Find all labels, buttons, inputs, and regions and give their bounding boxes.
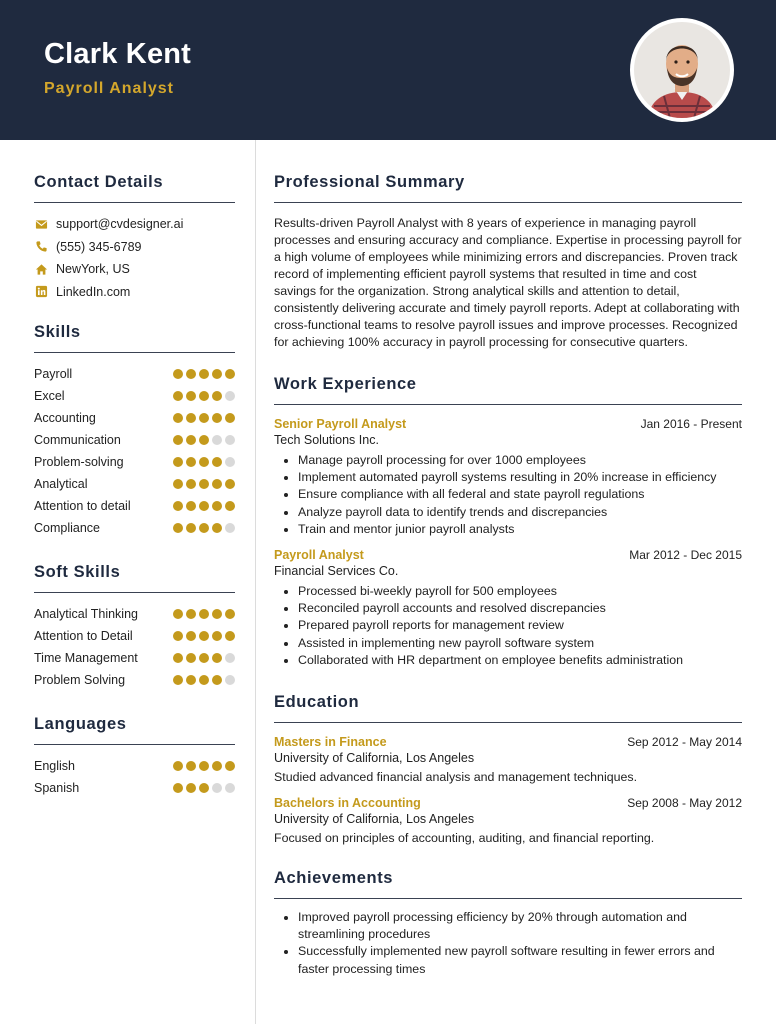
rating-dot-filled [173,675,183,685]
rating-dot-filled [173,391,183,401]
skill-item [34,495,235,517]
languages-heading: Languages [34,715,235,745]
rating-dot-filled [225,609,235,619]
job-bullet: • Reconciled payroll accounts and resolved discrepancies [298,600,742,617]
experience-section [274,375,742,669]
rating-dot-filled [199,413,209,423]
rating-dot-filled [199,391,209,401]
contact-heading: Contact Details [34,173,235,203]
summary-heading: Professional Summary [274,173,742,203]
language-item-label: Spanish [34,781,80,795]
rating-dot-filled [186,501,196,511]
rating-dot-filled [199,653,209,663]
rating-dot-filled [212,653,222,663]
rating-dot-empty [225,523,235,533]
rating-dot-filled [212,369,222,379]
contact-phone[interactable] [34,236,235,259]
rating-dot-filled [186,675,196,685]
job-bullet: • Processed bi-weekly payroll for 500 employees [298,583,742,600]
rating-dot-filled [199,783,209,793]
achievements-section [274,869,742,978]
rating-dot-filled [199,501,209,511]
skills-section [34,323,235,539]
rating-dot-filled [225,631,235,641]
job-entry [274,548,742,669]
job-bullet: • Ensure compliance with all federal and state payroll regulations [298,486,742,503]
rating-dot-empty [225,783,235,793]
rating-dot-empty [225,653,235,663]
rating-dot-filled [225,413,235,423]
rating-dot-filled [199,675,209,685]
contact-linkedin[interactable] [34,281,235,304]
achievement-item: • Improved payroll processing efficiency by 20% through automation and streamlining procedures [298,909,742,943]
achievements-heading: Achievements [274,869,742,899]
skill-item-label: Problem-solving [34,455,124,469]
experience-heading: Work Experience [274,375,742,405]
rating-dot-filled [199,479,209,489]
rating-dot-empty [225,457,235,467]
contact-phone-text: (555) 345-6789 [56,239,142,254]
skill-item [34,385,235,407]
contact-list [34,213,235,303]
rating-dots [170,457,235,467]
soft-skill-item-label: Problem Solving [34,673,126,687]
languages-section [34,715,235,799]
rating-dot-filled [225,761,235,771]
skill-item-label: Communication [34,433,121,447]
job-header [274,417,742,431]
skill-item [34,517,235,539]
education-school: University of California, Los Angeles [274,751,475,766]
language-item [34,755,235,777]
candidate-title: Payroll Analyst [44,80,175,97]
rating-dot-filled [199,609,209,619]
rating-dot-empty [225,435,235,445]
skill-item [34,363,235,385]
rating-dot-filled [173,501,183,511]
rating-dot-filled [186,435,196,445]
skill-item [34,451,235,473]
rating-dot-filled [212,523,222,533]
skill-item-label: Analytical [34,477,88,491]
rating-dots [170,783,235,793]
rating-dot-filled [186,413,196,423]
rating-dot-filled [225,501,235,511]
rating-dots [170,653,235,663]
rating-dot-filled [186,609,196,619]
job-bullet: • Assisted in implementing new payroll software system [298,635,742,652]
rating-dot-filled [186,761,196,771]
skill-item-label: Accounting [34,411,96,425]
skills-heading: Skills [34,323,235,353]
education-school: University of California, Los Angeles [274,812,475,827]
job-bullets [274,452,742,538]
summary-text: Results-driven Payroll Analyst with 8 years of experience in managing payroll processes and ensuring accuracy and compliance. Expertise in processing payroll for a high volume of employees while minimizing errors and discrepancies. Proven track record of implementing efficient payroll systems that resulted in time and cost savings for the organization. Strong analytical skills and attention to detail, consistently delivering accurate and timely payroll reports. Adept at collaborating with cross-functional teams to resolve payroll issues and improve processes. Recognized for achieving 100% accuracy in payroll processing for consecutive quarters. [274,216,742,349]
rating-dot-filled [186,457,196,467]
soft-skill-item [34,603,235,625]
rating-dots [170,479,235,489]
rating-dot-filled [212,457,222,467]
rating-dot-filled [212,609,222,619]
rating-dot-filled [212,479,222,489]
rating-dot-empty [225,675,235,685]
phone-icon [34,240,48,254]
rating-dot-filled [173,435,183,445]
education-degree: Bachelors in Accounting [274,796,421,811]
job-bullet: • Implement automated payroll systems resulting in 20% increase in efficiency [298,469,742,486]
rating-dot-filled [199,523,209,533]
rating-dot-filled [186,391,196,401]
rating-dots [170,391,235,401]
job-company: Financial Services Co. [274,564,399,579]
education-header [274,796,742,810]
job-bullet: • Prepared payroll reports for management review [298,617,742,634]
education-dates: Sep 2008 - May 2012 [627,796,742,811]
job-bullets [274,583,742,669]
soft-skill-item [34,625,235,647]
languages-list [34,755,235,799]
rating-dot-filled [173,479,183,489]
rating-dot-filled [212,413,222,423]
rating-dots [170,675,235,685]
rating-dots [170,369,235,379]
rating-dot-filled [186,631,196,641]
soft-skill-item [34,647,235,669]
rating-dot-filled [199,457,209,467]
contact-linkedin-text: LinkedIn.com [56,284,131,299]
rating-dot-filled [186,479,196,489]
soft-skills-heading: Soft Skills [34,563,235,593]
contact-location-text: NewYork, US [56,262,130,277]
rating-dot-filled [186,653,196,663]
rating-dot-filled [225,369,235,379]
rating-dot-filled [212,631,222,641]
rating-dot-filled [212,501,222,511]
job-header [274,548,742,562]
rating-dot-filled [186,523,196,533]
education-header [274,735,742,749]
language-item [34,777,235,799]
profile-avatar-icon [634,22,730,118]
education-description: Studied advanced financial analysis and management techniques. [274,770,638,785]
rating-dot-filled [212,391,222,401]
summary-section [274,173,742,351]
job-dates: Jan 2016 - Present [640,417,742,431]
education-entry [274,735,742,784]
rating-dot-filled [173,783,183,793]
rating-dots [170,523,235,533]
rating-dot-filled [212,761,222,771]
skill-item [34,473,235,495]
language-item-label: English [34,759,75,773]
education-dates: Sep 2012 - May 2014 [627,735,742,750]
achievement-item: • Successfully implemented new payroll software resulting in fewer errors and faster processing times [298,943,742,977]
rating-dot-filled [199,369,209,379]
job-bullet: • Collaborated with HR department on employee benefits administration [298,652,742,669]
soft-skill-item-label: Analytical Thinking [34,607,138,621]
rating-dots [170,631,235,641]
rating-dot-filled [173,631,183,641]
rating-dot-filled [173,457,183,467]
rating-dot-filled [173,523,183,533]
skill-item [34,429,235,451]
column-divider [255,140,256,1024]
job-bullet: • Train and mentor junior payroll analysts [298,521,742,538]
contact-email-text: support@cvdesigner.ai [56,217,184,232]
linkedin-icon [34,285,48,299]
soft-skill-item-label: Attention to Detail [34,629,133,643]
rating-dot-empty [212,435,222,445]
profile-photo [630,18,734,122]
skill-item [34,407,235,429]
rating-dot-filled [199,761,209,771]
education-heading: Education [274,693,742,723]
contact-section [34,173,235,303]
candidate-name: Clark Kent [44,38,192,70]
skill-item-label: Payroll [34,367,73,381]
rating-dot-filled [173,653,183,663]
education-degree: Masters in Finance [274,735,387,750]
rating-dot-filled [199,631,209,641]
envelope-icon [34,217,48,231]
skill-item-label: Attention to detail [34,499,131,513]
rating-dots [170,501,235,511]
soft-skill-item [34,669,235,691]
rating-dot-filled [212,675,222,685]
rating-dots [170,609,235,619]
job-company: Tech Solutions Inc. [274,433,379,447]
rating-dot-filled [173,369,183,379]
rating-dot-empty [225,391,235,401]
rating-dots [170,435,235,445]
rating-dot-filled [199,435,209,445]
resume-header [0,0,776,140]
rating-dot-filled [173,609,183,619]
achievements-list [274,909,742,978]
job-entry [274,417,742,538]
skill-item-label: Compliance [34,521,101,535]
contact-location [34,258,235,281]
rating-dot-filled [173,413,183,423]
job-title: Payroll Analyst [274,548,364,563]
job-bullet: • Analyze payroll data to identify trends and discrepancies [298,504,742,521]
contact-email[interactable] [34,213,235,236]
skills-list [34,363,235,539]
education-description: Focused on principles of accounting, auditing, and financial reporting. [274,831,655,846]
rating-dot-empty [212,783,222,793]
soft-skills-list [34,603,235,691]
job-title: Senior Payroll Analyst [274,417,407,431]
job-bullet: • Manage payroll processing for over 1000 employees [298,452,742,469]
soft-skills-section [34,563,235,691]
left-column [34,140,235,799]
soft-skill-item-label: Time Management [34,651,138,665]
home-icon [34,262,48,276]
right-column [274,140,742,978]
rating-dot-filled [173,761,183,771]
skill-item-label: Excel [34,389,65,403]
rating-dot-filled [186,783,196,793]
rating-dot-filled [186,369,196,379]
job-dates: Mar 2012 - Dec 2015 [629,548,742,563]
education-section [274,693,742,845]
rating-dot-filled [225,479,235,489]
education-entry [274,796,742,845]
rating-dots [170,413,235,423]
rating-dots [170,761,235,771]
